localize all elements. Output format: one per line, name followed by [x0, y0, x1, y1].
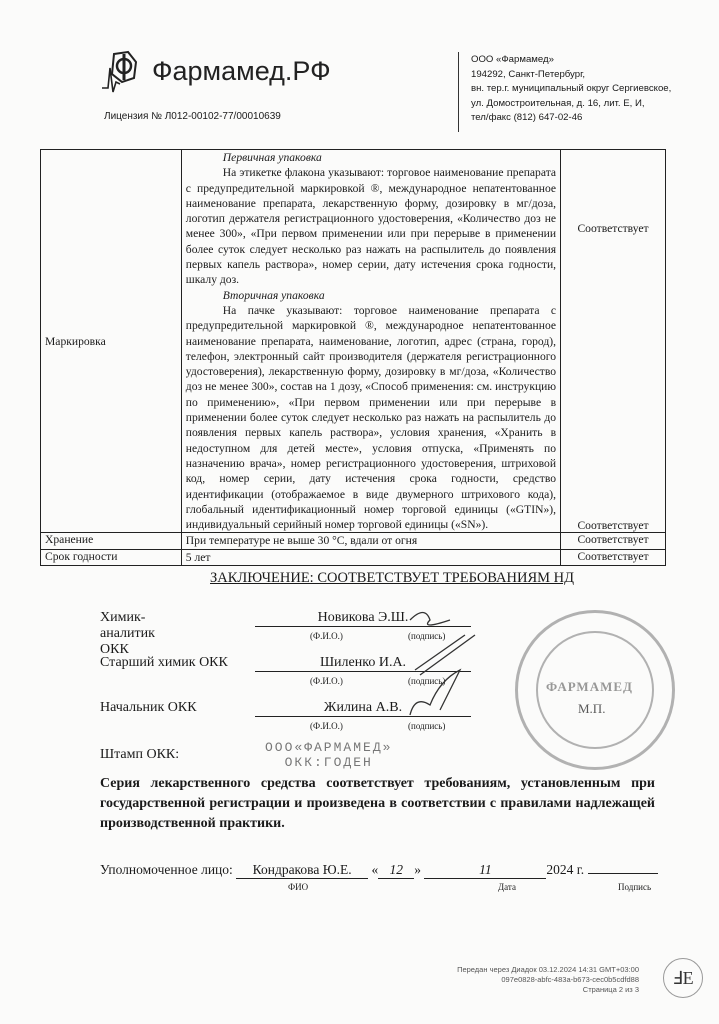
signer-name: Новикова Э.Ш.: [255, 610, 471, 627]
sign-caption: (подпись): [408, 721, 446, 731]
header-divider: [458, 52, 459, 132]
company-address: [471, 53, 671, 126]
table-row: [41, 549, 666, 565]
address-line: тел/факс (812) 647-02-46: [471, 112, 583, 123]
logo-icon: [100, 48, 146, 94]
authorized-person: Уполномоченное лицо: Кондракова Ю.Е. « 12 » 11 2024 г.: [100, 862, 690, 879]
address-line: 194292, Санкт-Петербург,: [471, 68, 586, 80]
signer-name: Шиленко И.А.: [255, 655, 471, 672]
section-title: Вторичная упаковка: [222, 288, 325, 302]
sign-caption: (подпись): [408, 676, 446, 686]
diadoc-icon: ℲE: [663, 958, 703, 998]
sign-caption: Подпись: [618, 882, 652, 892]
company-seal: ФАРМАМЕД М.П.: [515, 610, 675, 770]
spec-table: [40, 149, 666, 566]
fio-caption: (Ф.И.О.): [310, 631, 343, 641]
date-caption: Дата: [498, 882, 516, 892]
authorized-label: Уполномоченное лицо:: [100, 862, 233, 877]
sign-caption: (подпись): [408, 631, 446, 641]
date-month: 11: [424, 862, 546, 879]
result: Соответствует: [561, 288, 666, 533]
secondary-packaging: [181, 288, 560, 533]
signer-role: Химик-аналитик ОКК: [100, 610, 155, 657]
primary-packaging: [181, 150, 560, 288]
fio-caption: (Ф.И.О.): [310, 676, 343, 686]
result: Соответствует: [561, 533, 666, 549]
signer-role: Начальник ОКК: [100, 700, 197, 715]
license-number: Лицензия № Л012-00102-77/00010639: [104, 111, 281, 122]
conclusion: ЗАКЛЮЧЕНИЕ: СООТВЕТСТВУЕТ ТРЕБОВАНИЯМ НД: [210, 570, 575, 586]
table-row: [41, 533, 666, 549]
parameter-value: 5 лет: [181, 549, 560, 565]
stamp-label: Штамп ОКК:: [100, 747, 180, 762]
section-text: На пачке указывают: торговое наименование препарата с предупредительной маркировкой ®, международное непатентованное наименование препарата, наименование, логотип, адрес (страна, город), телефон, электронный сайт производителя (держателя регистрационного удостоверения), лекарственную форму, дозировку в мг/доза, «Количество доз не менее 300», состав на 1 дозу, «Способ применения: см. инструкцию по применению», «При первом применении или при перерыве в применении более суток следует несколько раз нажать на распылитель до появления первых капель раствора», условия хранения, «Хранить в недоступном для детей месте», условия отпуска, «Применять по назначению врача», номер регистрационного удостоверения, штриховой код, номер серии, дату истечения срока годности, средство идентификации (отображаемое в виде двумерного штрихового кода), глобальный идентификационный номер торговой единицы («GTIN»), индивидуальный серийный номер торговой единицы («SN»).: [185, 303, 557, 532]
okk-stamp: ООО«ФАРМАМЕД» ОКК:ГОДЕН: [265, 740, 393, 770]
section-text: На этикетке флакона указывают: торговое наименование препарата с предупредительной маркировкой ®, международное непатентованное наименование препарата, лекарственную форму, дозировку в мг/доза, логотип держателя регистрационного удостоверения, «Количество доз не менее 300», «При первом применении или при перерыве в применении более суток следует несколько раз нажать на распылитель до появления первых капель раствора», номер серии, дату истечения срока годности, шкалу доз.: [185, 166, 557, 287]
diadoc-footer: Передан через Диадок 03.12.2024 14:31 GMT+03:00 097e0828-abfc-483a-b673-cec0b5cdfd88 Страница 2 из 3: [457, 965, 639, 994]
date-day: 12: [378, 862, 414, 879]
final-statement: Серия лекарственного средства соответствует требованиям, установленным при государственной регистрации и произведена в соответствии с правилами надлежащей производственной практики.: [100, 776, 655, 831]
table-row: [41, 150, 666, 288]
section-title: Первичная упаковка: [222, 151, 322, 164]
date-year: 2024 г.: [546, 862, 585, 877]
signer-name: Жилина А.В.: [255, 700, 471, 717]
company-logo: [100, 48, 331, 94]
parameter-name: Маркировка: [41, 150, 182, 533]
fio-caption: ФИО: [288, 882, 309, 892]
address-line: ООО «Фармамед»: [471, 54, 554, 65]
parameter-name: Срок годности: [41, 549, 182, 565]
mp-label: М.П.: [578, 701, 606, 716]
parameter-value: При температуре не выше 30 °С, вдали от огня: [181, 533, 560, 549]
authorized-name: Кондракова Ю.Е.: [236, 862, 368, 879]
address-line: вн. тер.г. муниципальный округ Сергиевское,: [471, 83, 672, 94]
parameter-name: Хранение: [41, 533, 182, 549]
signer-role: Старший химик ОКК: [100, 655, 228, 670]
handwritten-signatures: [400, 600, 490, 730]
brand-name: Фармамед.РФ: [152, 55, 331, 86]
result: Соответствует: [561, 150, 666, 288]
result: Соответствует: [561, 549, 666, 565]
address-line: ул. Домостроительная, д. 16, лит. Е, И,: [471, 97, 645, 109]
fio-caption: (Ф.И.О.): [310, 721, 343, 731]
